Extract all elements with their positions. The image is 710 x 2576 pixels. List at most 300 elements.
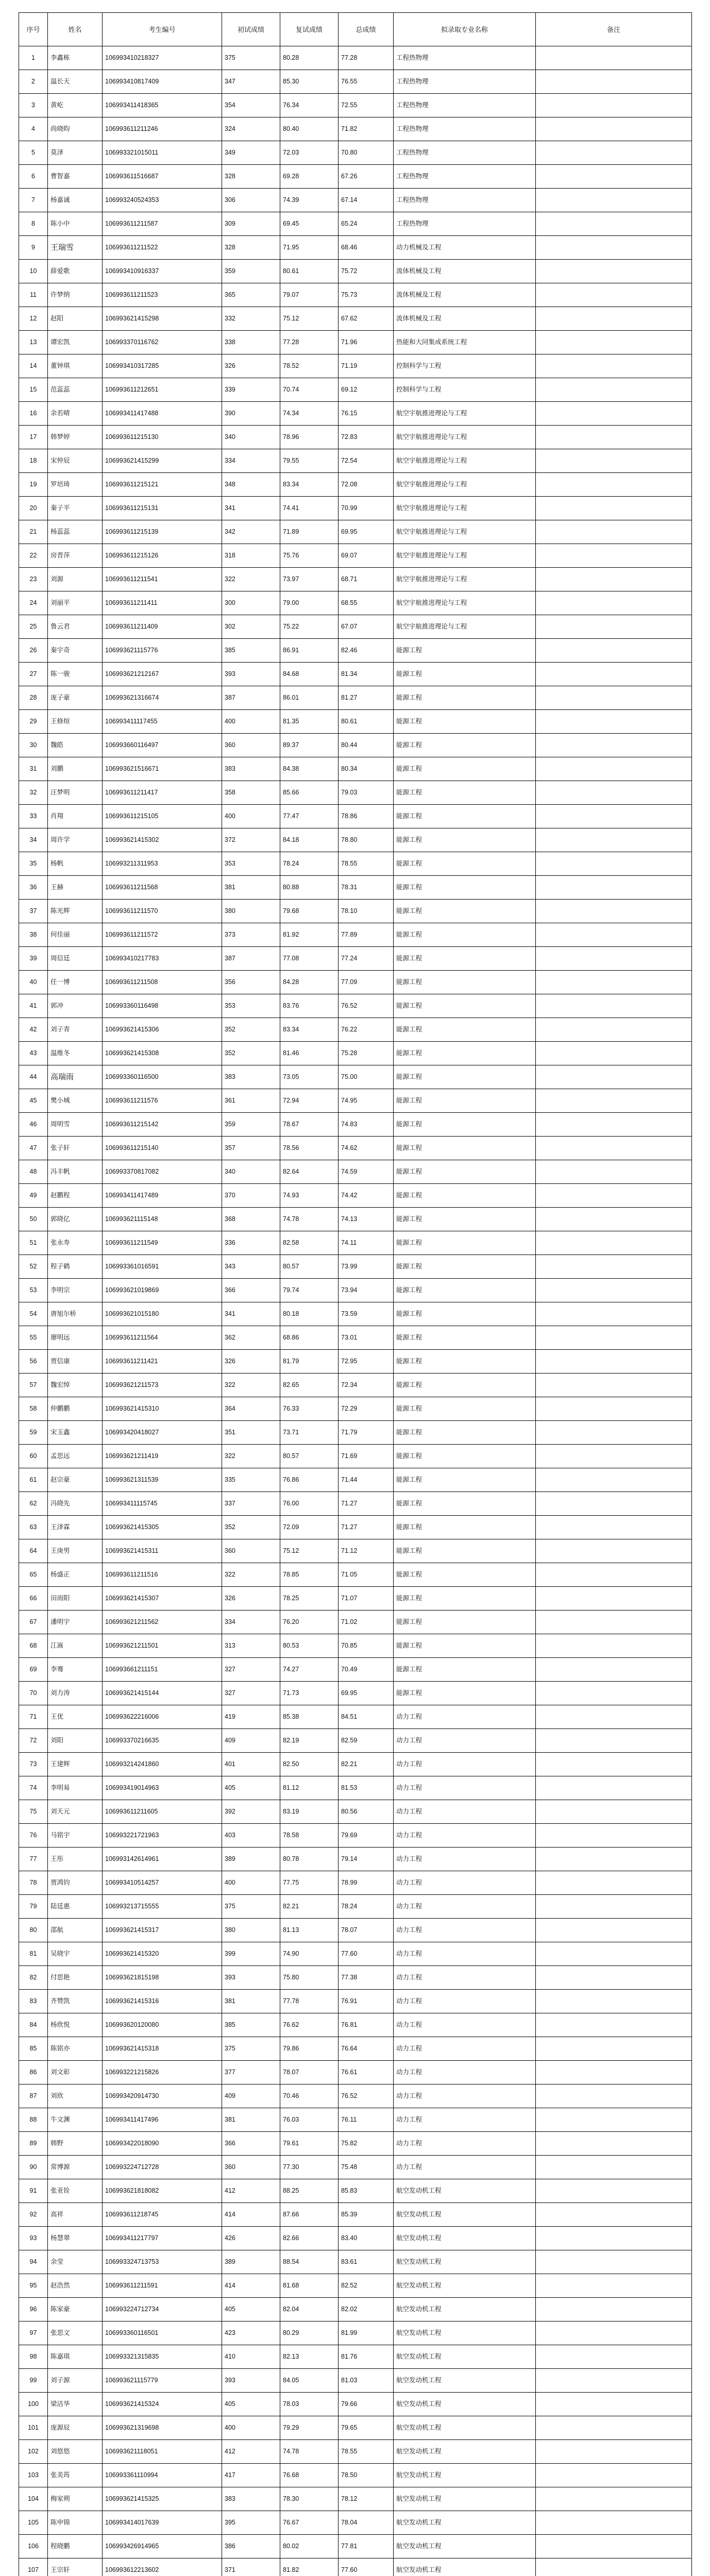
cell-index: 88	[19, 2108, 48, 2132]
cell-name: 曹智嘉	[48, 165, 103, 189]
table-row	[19, 189, 692, 212]
cell-major: 航空宇航推进理论与工程	[394, 473, 536, 497]
table-row	[19, 1705, 692, 1729]
table-row	[19, 1231, 692, 1255]
cell-retest-score: 80.61	[280, 260, 339, 283]
cell-index: 72	[19, 1729, 48, 1753]
cell-remarks	[536, 923, 692, 947]
cell-total-score: 71.05	[339, 1563, 394, 1587]
cell-major: 能源工程	[394, 1113, 536, 1137]
cell-name: 庞子豪	[48, 686, 103, 710]
cell-name: 程晓鹏	[48, 2535, 103, 2558]
cell-index: 10	[19, 260, 48, 283]
cell-initial-score: 399	[222, 1942, 280, 1966]
cell-major: 能源工程	[394, 1255, 536, 1279]
cell-retest-score: 75.80	[280, 1966, 339, 1990]
cell-candidate-id: 106993611215142	[103, 1113, 222, 1137]
cell-name: 王彤	[48, 1848, 103, 1871]
cell-total-score: 81.99	[339, 2321, 394, 2345]
cell-initial-score: 318	[222, 544, 280, 568]
cell-total-score: 73.94	[339, 1279, 394, 1302]
cell-initial-score: 383	[222, 1065, 280, 1089]
cell-retest-score: 82.64	[280, 1160, 339, 1184]
cell-major: 控制科学与工程	[394, 354, 536, 378]
cell-major: 能源工程	[394, 1374, 536, 1397]
cell-candidate-id: 106993621415299	[103, 449, 222, 473]
cell-index: 55	[19, 1326, 48, 1350]
cell-index: 78	[19, 1871, 48, 1895]
cell-total-score: 72.08	[339, 473, 394, 497]
cell-retest-score: 77.08	[280, 947, 339, 971]
cell-major: 动力工程	[394, 2061, 536, 2084]
table-row	[19, 852, 692, 876]
cell-remarks	[536, 852, 692, 876]
cell-remarks	[536, 2084, 692, 2108]
cell-remarks	[536, 757, 692, 781]
cell-index: 13	[19, 331, 48, 354]
cell-total-score: 76.64	[339, 2037, 394, 2061]
cell-candidate-id: 106993221215826	[103, 2061, 222, 2084]
cell-index: 28	[19, 686, 48, 710]
table-row	[19, 1374, 692, 1397]
table-row	[19, 1634, 692, 1658]
cell-total-score: 81.34	[339, 663, 394, 686]
cell-remarks	[536, 1824, 692, 1848]
cell-index: 66	[19, 1587, 48, 1611]
table-row	[19, 900, 692, 923]
cell-total-score: 77.28	[339, 46, 394, 70]
cell-initial-score: 352	[222, 1516, 280, 1539]
cell-total-score: 72.83	[339, 426, 394, 449]
cell-total-score: 72.55	[339, 94, 394, 117]
cell-candidate-id: 106993370116762	[103, 331, 222, 354]
cell-retest-score: 70.46	[280, 2084, 339, 2108]
cell-retest-score: 80.78	[280, 1848, 339, 1871]
cell-name: 韩野	[48, 2132, 103, 2156]
cell-initial-score: 359	[222, 260, 280, 283]
table-row	[19, 1445, 692, 1468]
cell-total-score: 71.79	[339, 1421, 394, 1445]
cell-initial-score: 405	[222, 2393, 280, 2416]
cell-major: 动力工程	[394, 2108, 536, 2132]
cell-retest-score: 80.18	[280, 1302, 339, 1326]
cell-remarks	[536, 283, 692, 307]
cell-initial-score: 364	[222, 1397, 280, 1421]
cell-name: 杨盛正	[48, 1563, 103, 1587]
cell-index: 99	[19, 2369, 48, 2393]
cell-name: 范蕊蕊	[48, 378, 103, 402]
table-row	[19, 1824, 692, 1848]
cell-remarks	[536, 1895, 692, 1919]
table-row	[19, 1871, 692, 1895]
cell-initial-score: 385	[222, 639, 280, 663]
cell-remarks	[536, 1587, 692, 1611]
cell-remarks	[536, 1160, 692, 1184]
cell-remarks	[536, 639, 692, 663]
cell-total-score: 79.69	[339, 1824, 394, 1848]
cell-total-score: 77.24	[339, 947, 394, 971]
cell-total-score: 85.83	[339, 2179, 394, 2203]
cell-retest-score: 84.18	[280, 828, 339, 852]
cell-major: 流体机械及工程	[394, 307, 536, 331]
cell-major: 航空宇航推进理论与工程	[394, 449, 536, 473]
cell-initial-score: 426	[222, 2227, 280, 2250]
table-row	[19, 94, 692, 117]
cell-total-score: 67.26	[339, 165, 394, 189]
cell-name: 高瑞雨	[48, 1065, 103, 1089]
cell-name: 余若晴	[48, 402, 103, 426]
cell-major: 航空宇航推进理论与工程	[394, 591, 536, 615]
cell-total-score: 71.02	[339, 1611, 394, 1634]
cell-major: 能源工程	[394, 1468, 536, 1492]
cell-major: 能源工程	[394, 781, 536, 805]
cell-index: 31	[19, 757, 48, 781]
table-row	[19, 2464, 692, 2487]
cell-initial-score: 375	[222, 46, 280, 70]
cell-initial-score: 370	[222, 1184, 280, 1208]
cell-total-score: 68.55	[339, 591, 394, 615]
cell-remarks	[536, 2203, 692, 2227]
cell-candidate-id: 106993660116497	[103, 734, 222, 757]
cell-initial-score: 360	[222, 2156, 280, 2179]
cell-name: 王赫	[48, 876, 103, 900]
cell-major: 能源工程	[394, 947, 536, 971]
cell-name: 梅家朔	[48, 2487, 103, 2511]
cell-index: 42	[19, 1018, 48, 1042]
cell-index: 25	[19, 615, 48, 639]
cell-total-score: 78.99	[339, 1871, 394, 1895]
cell-name: 尚晓昀	[48, 117, 103, 141]
cell-major: 航空宇航推进理论与工程	[394, 615, 536, 639]
cell-retest-score: 82.66	[280, 2227, 339, 2250]
table-row	[19, 1350, 692, 1374]
cell-retest-score: 74.27	[280, 1658, 339, 1682]
cell-index: 81	[19, 1942, 48, 1966]
cell-retest-score: 78.58	[280, 1824, 339, 1848]
cell-major: 动力工程	[394, 1990, 536, 2013]
cell-initial-score: 381	[222, 2108, 280, 2132]
cell-remarks	[536, 734, 692, 757]
cell-candidate-id: 106993611211570	[103, 900, 222, 923]
cell-index: 107	[19, 2558, 48, 2576]
table-row	[19, 473, 692, 497]
cell-index: 12	[19, 307, 48, 331]
cell-retest-score: 71.73	[280, 1682, 339, 1705]
cell-name: 郭晓亿	[48, 1208, 103, 1231]
cell-total-score: 76.22	[339, 1018, 394, 1042]
cell-initial-score: 395	[222, 2511, 280, 2535]
cell-name: 宋玉鑫	[48, 1421, 103, 1445]
cell-remarks	[536, 1871, 692, 1895]
cell-total-score: 76.61	[339, 2061, 394, 2084]
table-row	[19, 1397, 692, 1421]
cell-initial-score: 393	[222, 1966, 280, 1990]
cell-name: 陈申锦	[48, 2511, 103, 2535]
cell-index: 71	[19, 1705, 48, 1729]
cell-candidate-id: 106993621818082	[103, 2179, 222, 2203]
cell-initial-score: 326	[222, 1350, 280, 1374]
cell-total-score: 76.55	[339, 70, 394, 94]
cell-name: 吴晓宇	[48, 1942, 103, 1966]
cell-major: 工程热物理	[394, 117, 536, 141]
cell-index: 74	[19, 1776, 48, 1800]
cell-index: 22	[19, 544, 48, 568]
cell-total-score: 71.19	[339, 354, 394, 378]
cell-index: 43	[19, 1042, 48, 1065]
cell-name: 何佳丽	[48, 923, 103, 947]
cell-candidate-id: 106993361110994	[103, 2464, 222, 2487]
cell-candidate-id: 106993621118051	[103, 2440, 222, 2464]
table-row	[19, 805, 692, 828]
cell-candidate-id: 106993621516671	[103, 757, 222, 781]
cell-name: 黄屹	[48, 94, 103, 117]
cell-remarks	[536, 2487, 692, 2511]
cell-index: 69	[19, 1658, 48, 1682]
cell-name: 邵航	[48, 1919, 103, 1942]
cell-major: 动力工程	[394, 1753, 536, 1776]
cell-total-score: 69.07	[339, 544, 394, 568]
cell-remarks	[536, 1374, 692, 1397]
cell-remarks	[536, 2108, 692, 2132]
cell-major: 航空发动机工程	[394, 2393, 536, 2416]
cell-name: 陈嘉琪	[48, 2345, 103, 2369]
cell-candidate-id: 106993426914965	[103, 2535, 222, 2558]
cell-remarks	[536, 1634, 692, 1658]
cell-total-score: 65.24	[339, 212, 394, 236]
cell-remarks	[536, 141, 692, 165]
cell-retest-score: 80.57	[280, 1445, 339, 1468]
cell-total-score: 69.95	[339, 520, 394, 544]
cell-total-score: 84.51	[339, 1705, 394, 1729]
cell-name: 贾鸿钧	[48, 1871, 103, 1895]
table-row	[19, 1065, 692, 1089]
table-row	[19, 260, 692, 283]
cell-remarks	[536, 1326, 692, 1350]
table-row	[19, 1018, 692, 1042]
table-row	[19, 1942, 692, 1966]
cell-major: 能源工程	[394, 1658, 536, 1682]
cell-remarks	[536, 1776, 692, 1800]
table-row	[19, 1255, 692, 1279]
cell-initial-score: 381	[222, 876, 280, 900]
cell-index: 54	[19, 1302, 48, 1326]
cell-retest-score: 81.92	[280, 923, 339, 947]
cell-major: 工程热物理	[394, 46, 536, 70]
cell-major: 能源工程	[394, 1184, 536, 1208]
table-row	[19, 449, 692, 473]
table-row	[19, 2558, 692, 2576]
cell-retest-score: 79.00	[280, 591, 339, 615]
cell-candidate-id: 106993211311953	[103, 852, 222, 876]
cell-total-score: 68.71	[339, 568, 394, 591]
cell-index: 29	[19, 710, 48, 734]
cell-candidate-id: 106993621211573	[103, 1374, 222, 1397]
cell-remarks	[536, 1113, 692, 1137]
cell-name: 谭宏凯	[48, 331, 103, 354]
cell-initial-score: 340	[222, 1160, 280, 1184]
cell-major: 能源工程	[394, 1611, 536, 1634]
cell-total-score: 78.12	[339, 2487, 394, 2511]
cell-major: 能源工程	[394, 1279, 536, 1302]
cell-name: 贾信康	[48, 1350, 103, 1374]
cell-total-score: 76.52	[339, 994, 394, 1018]
table-row	[19, 1279, 692, 1302]
cell-retest-score: 76.03	[280, 2108, 339, 2132]
cell-remarks	[536, 876, 692, 900]
cell-index: 15	[19, 378, 48, 402]
cell-name: 刘文彰	[48, 2061, 103, 2084]
cell-name: 刘鹏	[48, 757, 103, 781]
cell-candidate-id: 106993611211564	[103, 1326, 222, 1350]
cell-retest-score: 80.88	[280, 876, 339, 900]
cell-retest-score: 82.19	[280, 1729, 339, 1753]
cell-name: 刘力涛	[48, 1682, 103, 1705]
cell-initial-score: 380	[222, 1919, 280, 1942]
table-row	[19, 1042, 692, 1065]
cell-candidate-id: 106993611215105	[103, 805, 222, 828]
cell-initial-score: 368	[222, 1208, 280, 1231]
cell-total-score: 70.80	[339, 141, 394, 165]
cell-initial-score: 366	[222, 1279, 280, 1302]
cell-initial-score: 338	[222, 331, 280, 354]
cell-major: 航空发动机工程	[394, 2227, 536, 2250]
cell-name: 王泽霖	[48, 1516, 103, 1539]
cell-remarks	[536, 70, 692, 94]
cell-retest-score: 84.05	[280, 2369, 339, 2393]
cell-total-score: 70.85	[339, 1634, 394, 1658]
cell-total-score: 71.27	[339, 1492, 394, 1516]
cell-major: 航空发动机工程	[394, 2345, 536, 2369]
cell-remarks	[536, 212, 692, 236]
cell-candidate-id: 106993621415311	[103, 1539, 222, 1563]
cell-major: 能源工程	[394, 1089, 536, 1113]
cell-major: 能源工程	[394, 1231, 536, 1255]
cell-name: 陆廷惠	[48, 1895, 103, 1919]
cell-initial-score: 423	[222, 2321, 280, 2345]
cell-name: 冯晓先	[48, 1492, 103, 1516]
cell-candidate-id: 106993621415298	[103, 307, 222, 331]
cell-major: 能源工程	[394, 971, 536, 994]
cell-major: 航空宇航推进理论与工程	[394, 402, 536, 426]
cell-major: 能源工程	[394, 1160, 536, 1184]
cell-candidate-id: 106993422018090	[103, 2132, 222, 2156]
cell-remarks	[536, 544, 692, 568]
cell-name: 庞源辰	[48, 2416, 103, 2440]
cell-name: 宋仲辰	[48, 449, 103, 473]
cell-total-score: 74.13	[339, 1208, 394, 1231]
cell-retest-score: 86.91	[280, 639, 339, 663]
cell-index: 98	[19, 2345, 48, 2369]
cell-major: 工程热物理	[394, 94, 536, 117]
cell-remarks	[536, 165, 692, 189]
cell-index: 32	[19, 781, 48, 805]
cell-initial-score: 393	[222, 2369, 280, 2393]
cell-name: 赵阳	[48, 307, 103, 331]
cell-candidate-id: 106993419014963	[103, 1776, 222, 1800]
cell-candidate-id: 106993621815198	[103, 1966, 222, 1990]
cell-initial-score: 405	[222, 2298, 280, 2321]
cell-retest-score: 81.82	[280, 2558, 339, 2576]
cell-initial-score: 326	[222, 1587, 280, 1611]
cell-remarks	[536, 1990, 692, 2013]
cell-candidate-id: 106993410217783	[103, 947, 222, 971]
cell-remarks	[536, 1753, 692, 1776]
cell-remarks	[536, 1184, 692, 1208]
cell-major: 能源工程	[394, 663, 536, 686]
cell-candidate-id: 106993621019869	[103, 1279, 222, 1302]
cell-initial-score: 328	[222, 165, 280, 189]
cell-major: 能源工程	[394, 1042, 536, 1065]
cell-index: 11	[19, 283, 48, 307]
cell-total-score: 76.52	[339, 2084, 394, 2108]
cell-name: 魏皓	[48, 734, 103, 757]
cell-retest-score: 79.61	[280, 2132, 339, 2156]
cell-major: 能源工程	[394, 1634, 536, 1658]
cell-initial-score: 393	[222, 663, 280, 686]
cell-name: 付思艳	[48, 1966, 103, 1990]
cell-initial-score: 412	[222, 2440, 280, 2464]
cell-name: 刘源	[48, 568, 103, 591]
cell-retest-score: 88.54	[280, 2250, 339, 2274]
cell-initial-score: 328	[222, 236, 280, 260]
cell-name: 王建辉	[48, 1753, 103, 1776]
cell-candidate-id: 106993410514257	[103, 1871, 222, 1895]
table-row	[19, 331, 692, 354]
cell-retest-score: 83.19	[280, 1800, 339, 1824]
cell-initial-score: 334	[222, 1611, 280, 1634]
cell-total-score: 67.62	[339, 307, 394, 331]
cell-remarks	[536, 2013, 692, 2037]
cell-retest-score: 81.12	[280, 1776, 339, 1800]
cell-remarks	[536, 2440, 692, 2464]
cell-candidate-id: 106993621415320	[103, 1942, 222, 1966]
cell-index: 95	[19, 2274, 48, 2298]
cell-initial-score: 353	[222, 852, 280, 876]
cell-initial-score: 322	[222, 1445, 280, 1468]
cell-index: 70	[19, 1682, 48, 1705]
cell-retest-score: 82.13	[280, 2345, 339, 2369]
cell-major: 航空宇航推进理论与工程	[394, 426, 536, 449]
cell-initial-score: 410	[222, 2345, 280, 2369]
cell-index: 58	[19, 1397, 48, 1421]
cell-initial-score: 300	[222, 591, 280, 615]
cell-retest-score: 72.94	[280, 1089, 339, 1113]
cell-major: 动力机械及工程	[394, 236, 536, 260]
header-candidate-id: 考生编号	[103, 13, 222, 46]
cell-remarks	[536, 2464, 692, 2487]
cell-name: 罗培琦	[48, 473, 103, 497]
cell-name: 周许学	[48, 828, 103, 852]
cell-candidate-id: 106993621211562	[103, 1611, 222, 1634]
cell-candidate-id: 106993611516687	[103, 165, 222, 189]
cell-index: 3	[19, 94, 48, 117]
cell-total-score: 72.34	[339, 1374, 394, 1397]
cell-total-score: 80.44	[339, 734, 394, 757]
cell-major: 能源工程	[394, 686, 536, 710]
cell-major: 航空发动机工程	[394, 2464, 536, 2487]
cell-remarks	[536, 947, 692, 971]
cell-initial-score: 326	[222, 354, 280, 378]
cell-initial-score: 341	[222, 1302, 280, 1326]
cell-major: 能源工程	[394, 876, 536, 900]
cell-total-score: 78.86	[339, 805, 394, 828]
cell-major: 能源工程	[394, 710, 536, 734]
cell-major: 动力工程	[394, 2156, 536, 2179]
cell-total-score: 83.40	[339, 2227, 394, 2250]
cell-initial-score: 389	[222, 1848, 280, 1871]
cell-total-score: 77.60	[339, 1942, 394, 1966]
cell-initial-score: 414	[222, 2274, 280, 2298]
